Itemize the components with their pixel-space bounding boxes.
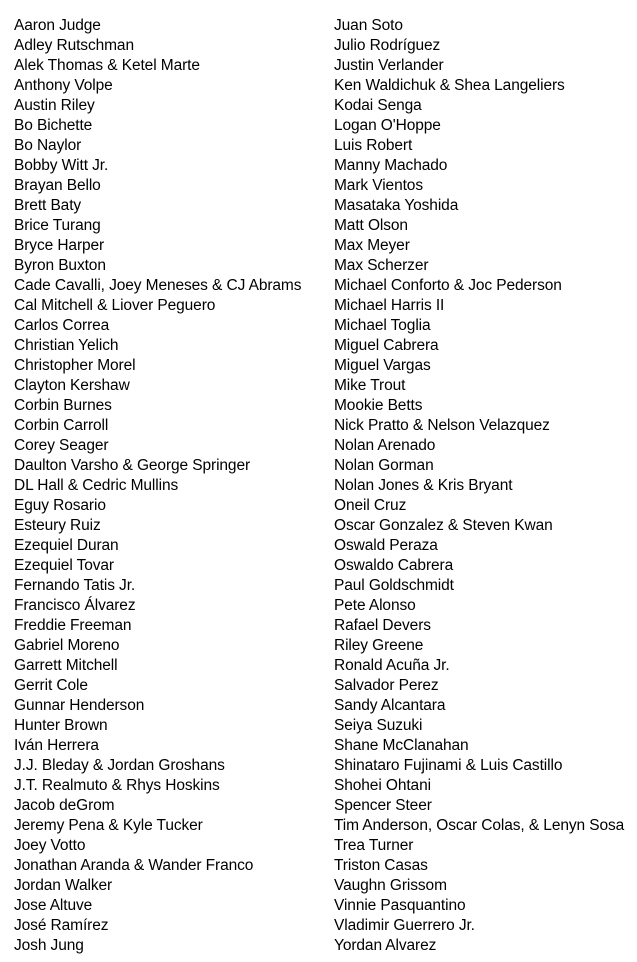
list-item: Michael Toglia [334,317,431,334]
list-item: Anthony Volpe [14,77,113,94]
name-list-left-column [14,16,301,956]
list-item: Bo Bichette [14,117,93,134]
list-item: Jacob deGrom [14,797,115,814]
list-item: Oneil Cruz [334,497,407,514]
list-item: Jose Altuve [14,897,93,914]
list-item: Bo Naylor [14,137,82,154]
list-item: Cade Cavalli, Joey Meneses & CJ Abrams [14,277,302,294]
list-item: Julio Rodríguez [334,37,441,54]
list-item: Seiya Suzuki [334,717,423,734]
list-item: Vladimir Guerrero Jr. [334,917,475,934]
list-item: Jeremy Pena & Kyle Tucker [14,817,203,834]
list-item: Brayan Bello [14,177,101,194]
list-item: Bryce Harper [14,237,105,254]
list-item: Nick Pratto & Nelson Velazquez [334,417,550,434]
list-item: Justin Verlander [334,57,444,74]
list-item: Corey Seager [14,437,109,454]
list-item: Trea Turner [334,837,414,854]
list-item: Oswaldo Cabrera [334,557,454,574]
list-item: Nolan Arenado [334,437,436,454]
list-item: Triston Casas [334,857,428,874]
list-item: Ronald Acuña Jr. [334,657,450,674]
list-item: Vaughn Grissom [334,877,447,894]
list-item: Spencer Steer [334,797,432,814]
list-item: Francisco Álvarez [14,597,136,614]
list-item: Luis Robert [334,137,413,154]
list-item: Cal Mitchell & Liover Peguero [14,297,216,314]
list-item: Daulton Varsho & George Springer [14,457,251,474]
list-item: Freddie Freeman [14,617,132,634]
list-item: Clayton Kershaw [14,377,130,394]
list-item: Gabriel Moreno [14,637,120,654]
list-item: Garrett Mitchell [14,657,118,674]
list-item: Iván Herrera [14,737,99,754]
list-item: Mookie Betts [334,397,423,414]
list-item: Ezequiel Duran [14,537,119,554]
list-item: Yordan Alvarez [334,937,437,954]
name-list-right-column [334,16,624,956]
list-item: Miguel Cabrera [334,337,439,354]
list-item: Bobby Witt Jr. [14,157,109,174]
list-item: Corbin Carroll [14,417,109,434]
list-item: Nolan Jones & Kris Bryant [334,477,513,494]
list-item: J.T. Realmuto & Rhys Hoskins [14,777,220,794]
list-item: Michael Harris II [334,297,445,314]
list-item: Oscar Gonzalez & Steven Kwan [334,517,553,534]
list-item: Ezequiel Tovar [14,557,114,574]
list-item: Hunter Brown [14,717,108,734]
list-item: DL Hall & Cedric Mullins [14,477,179,494]
list-item: Gunnar Henderson [14,697,145,714]
list-item: Austin Riley [14,97,95,114]
list-item: J.J. Bleday & Jordan Groshans [14,757,225,774]
list-item: Max Meyer [334,237,410,254]
list-item: Christopher Morel [14,357,136,374]
list-item: Adley Rutschman [14,37,134,54]
list-item: Rafael Devers [334,617,431,634]
list-item: Byron Buxton [14,257,106,274]
list-item: Nolan Gorman [334,457,434,474]
list-item: Max Scherzer [334,257,429,274]
list-item: Matt Olson [334,217,408,234]
list-item: Mark Vientos [334,177,423,194]
list-item: Shinataro Fujinami & Luis Castillo [334,757,563,774]
list-item: Riley Greene [334,637,424,654]
list-item: Tim Anderson, Oscar Colas, & Lenyn Sosa [334,817,625,834]
list-item: Esteury Ruiz [14,517,101,534]
list-item: Fernando Tatis Jr. [14,577,136,594]
list-item: Manny Machado [334,157,448,174]
list-item: Aaron Judge [14,17,101,34]
list-item: Kodai Senga [334,97,422,114]
list-item: Sandy Alcantara [334,697,446,714]
list-item: Carlos Correa [14,317,110,334]
list-item: Mike Trout [334,377,406,394]
list-item: Joey Votto [14,837,86,854]
list-item: Paul Goldschmidt [334,577,454,594]
list-item: Oswald Peraza [334,537,438,554]
list-item: Jordan Walker [14,877,113,894]
list-item: Corbin Burnes [14,397,112,414]
list-item: Pete Alonso [334,597,416,614]
list-item: Ken Waldichuk & Shea Langeliers [334,77,565,94]
list-item: Logan O'Hoppe [334,117,441,134]
list-item: Eguy Rosario [14,497,106,514]
list-item: Alek Thomas & Ketel Marte [14,57,200,74]
list-item: Jonathan Aranda & Wander Franco [14,857,254,874]
list-item: Juan Soto [334,17,403,34]
list-item: Brett Baty [14,197,82,214]
list-item: Michael Conforto & Joc Pederson [334,277,562,294]
list-item: Miguel Vargas [334,357,431,374]
list-item: Masataka Yoshida [334,197,459,214]
list-item: Salvador Perez [334,677,439,694]
list-item: Christian Yelich [14,337,119,354]
list-item: Josh Jung [14,937,84,954]
list-item: Shane McClanahan [334,737,469,754]
list-item: Shohei Ohtani [334,777,431,794]
list-item: Vinnie Pasquantino [334,897,466,914]
list-item: Gerrit Cole [14,677,88,694]
list-item: José Ramírez [14,917,109,934]
list-item: Brice Turang [14,217,101,234]
